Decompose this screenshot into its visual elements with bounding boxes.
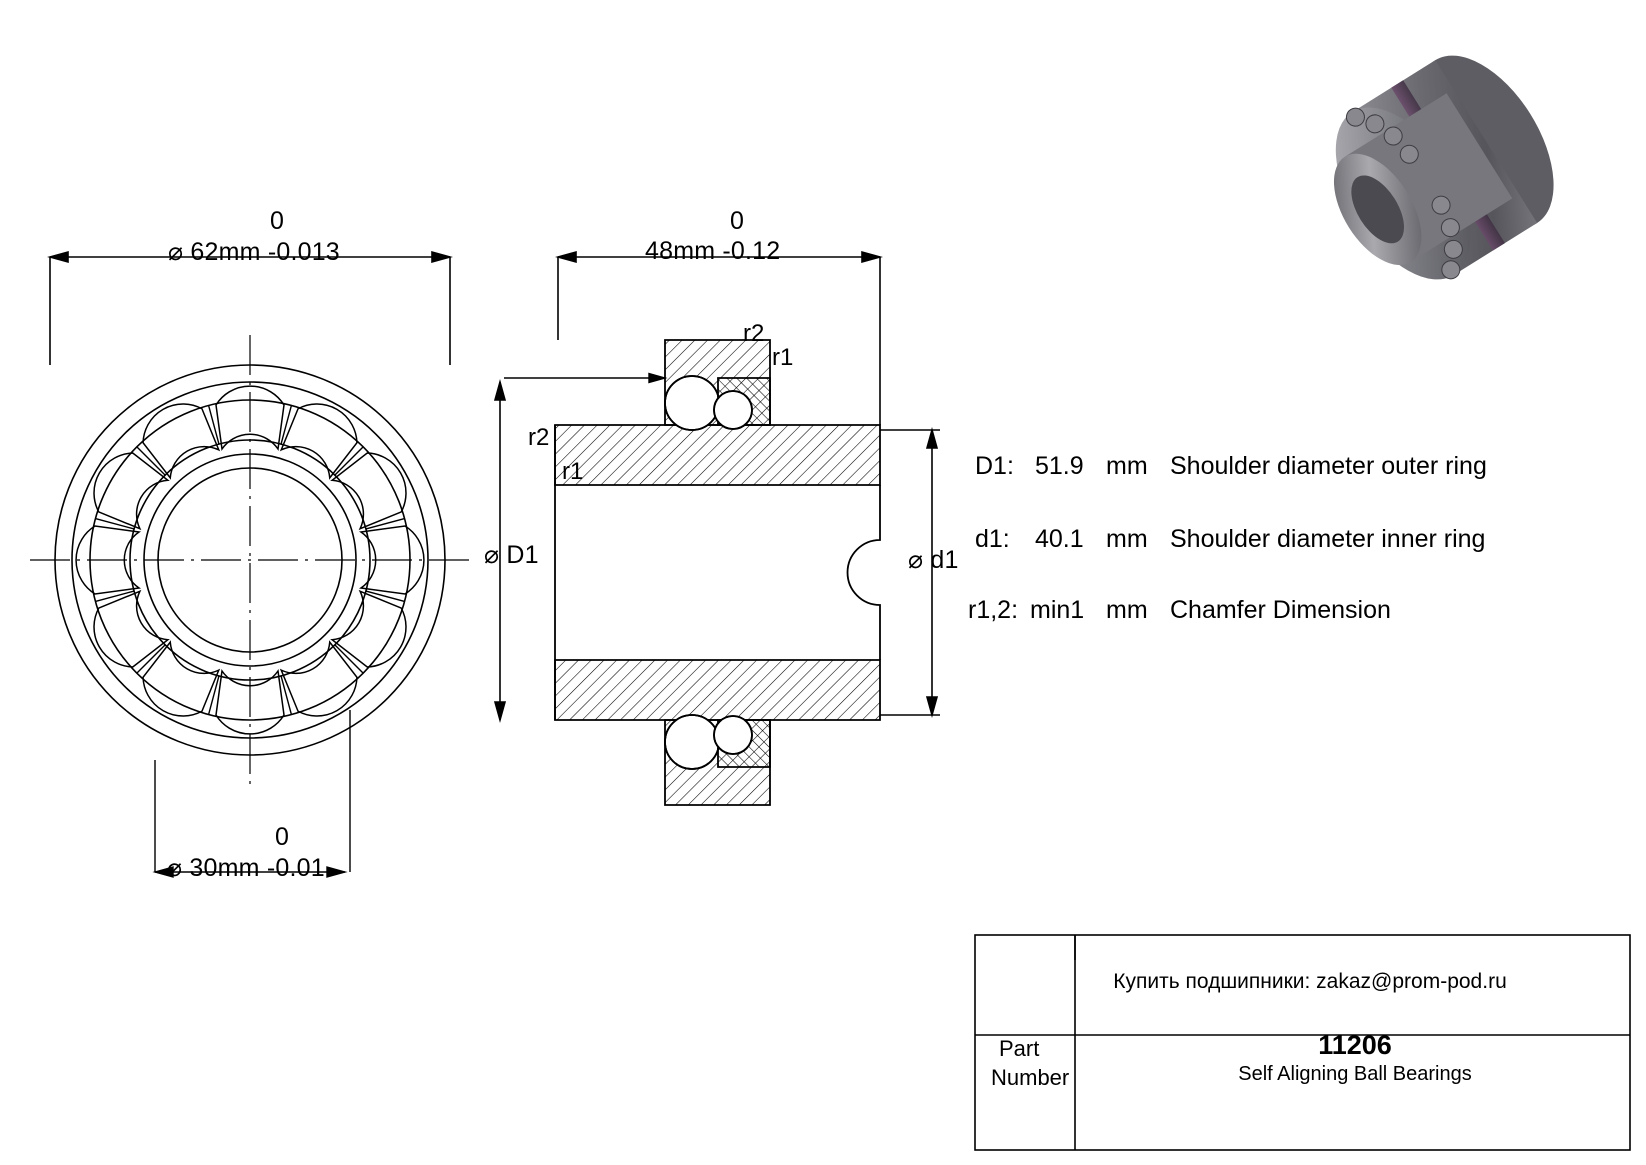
id-tolerance-top: 0 bbox=[275, 823, 290, 851]
section-view-drawing bbox=[480, 300, 1000, 920]
spec-row-0-value: 51.9 bbox=[1035, 452, 1084, 480]
title-block-part-family: Self Aligning Ball Bearings bbox=[1238, 1063, 1472, 1085]
callout-r1-top: r1 bbox=[772, 344, 794, 371]
diameter-symbol-icon: ⌀ bbox=[167, 854, 183, 882]
shoulder-inner-dimension-label: ⌀ d1 bbox=[908, 546, 959, 574]
width-tolerance-top: 0 bbox=[730, 207, 745, 235]
od-dimension-label: ⌀ 62mm -0.013 bbox=[168, 238, 340, 266]
spec-row-1-unit: mm bbox=[1106, 525, 1148, 553]
title-block-part-number: 11206 bbox=[1318, 1030, 1392, 1060]
width-dimension-label: 48mm -0.12 bbox=[645, 237, 781, 265]
spec-row-2-value: min1 bbox=[1030, 596, 1085, 624]
od-tolerance-top: 0 bbox=[270, 207, 285, 235]
spec-row-1-symbol: d1: bbox=[975, 525, 1010, 553]
shoulder-outer-dimension-label: ⌀ D1 bbox=[484, 541, 539, 569]
spec-row-2-unit: mm bbox=[1106, 596, 1148, 624]
callout-r2-top: r2 bbox=[743, 320, 765, 347]
spec-row-1-value: 40.1 bbox=[1035, 525, 1084, 553]
spec-row-2-description: Chamfer Dimension bbox=[1170, 596, 1391, 624]
spec-row-2-symbol: r1,2: bbox=[968, 596, 1019, 624]
diameter-symbol-icon: ⌀ bbox=[168, 238, 184, 266]
callout-r2-left: r2 bbox=[528, 424, 550, 451]
id-dimension-label: ⌀ 30mm -0.01 bbox=[167, 854, 325, 882]
title-block-contact: Купить подшипники: zakaz@prom-pod.ru bbox=[1113, 970, 1507, 993]
spec-row-0-unit: mm bbox=[1106, 452, 1148, 480]
title-block-part-label-line1: Part bbox=[999, 1036, 1040, 1061]
spec-row-0-description: Shoulder diameter outer ring bbox=[1170, 452, 1487, 480]
title-block-part-label-line2: Number bbox=[991, 1065, 1070, 1090]
callout-r1-left: r1 bbox=[562, 458, 584, 485]
spec-row-0-symbol: D1: bbox=[975, 452, 1014, 480]
bearing-3d-render bbox=[1255, 20, 1635, 350]
spec-row-1-description: Shoulder diameter inner ring bbox=[1170, 525, 1486, 553]
